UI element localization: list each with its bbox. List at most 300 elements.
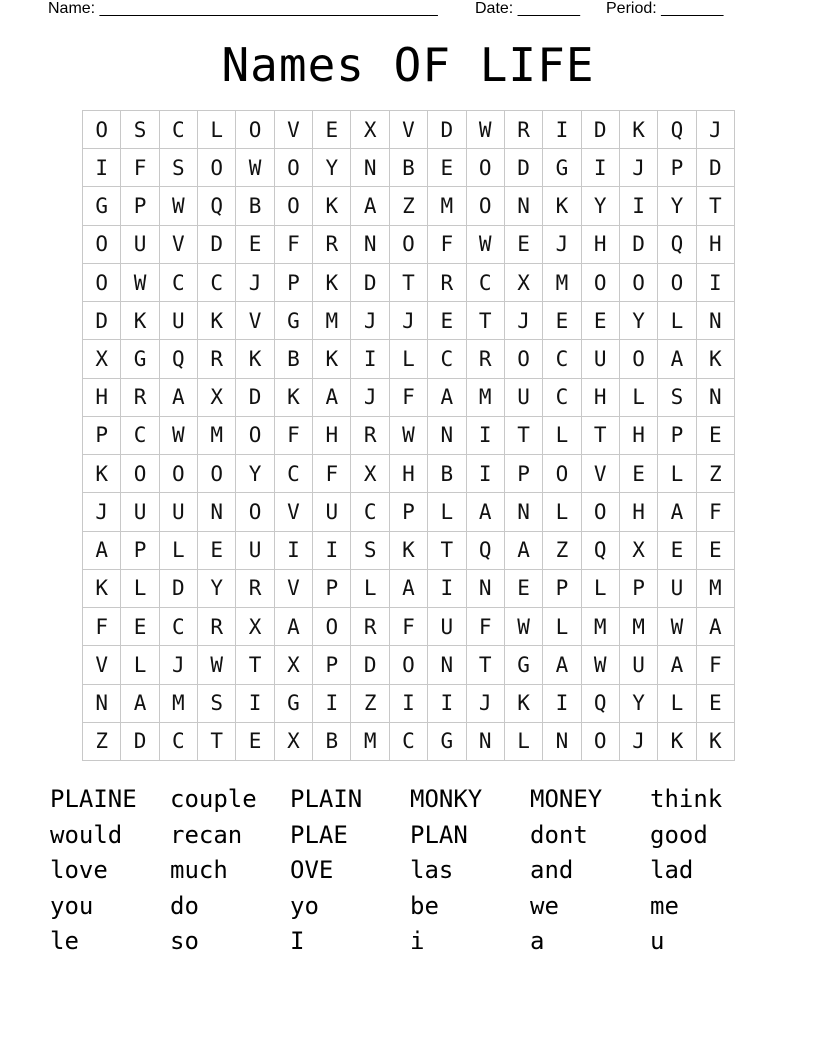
grid-cell: D [198, 226, 236, 264]
grid-cell: S [121, 111, 159, 149]
grid-cell: O [620, 340, 658, 378]
word-bank-item: a [530, 927, 545, 955]
grid-cell: K [543, 187, 581, 225]
grid-cell: A [658, 493, 696, 531]
grid-cell: X [236, 608, 274, 646]
grid-cell: L [658, 685, 696, 723]
grid-cell: O [390, 646, 428, 684]
grid-cell: K [313, 187, 351, 225]
grid-cell: P [313, 646, 351, 684]
grid-cell: B [275, 340, 313, 378]
grid-cell: W [236, 149, 274, 187]
grid-cell: A [505, 532, 543, 570]
grid-cell: Y [620, 685, 658, 723]
grid-cell: W [390, 417, 428, 455]
grid-cell: J [236, 264, 274, 302]
grid-cell: A [121, 685, 159, 723]
grid-cell: P [83, 417, 121, 455]
grid-cell: K [620, 111, 658, 149]
grid-cell: I [467, 455, 505, 493]
grid-cell: E [697, 685, 735, 723]
grid-cell: M [198, 417, 236, 455]
grid-cell: L [543, 608, 581, 646]
grid-cell: J [543, 226, 581, 264]
grid-cell: P [390, 493, 428, 531]
grid-cell: F [275, 417, 313, 455]
grid-cell: K [198, 302, 236, 340]
grid-cell: M [467, 379, 505, 417]
grid-cell: S [160, 149, 198, 187]
grid-cell: B [390, 149, 428, 187]
grid-cell: M [543, 264, 581, 302]
grid-cell: M [160, 685, 198, 723]
grid-cell: L [505, 723, 543, 761]
word-bank-item: I [290, 927, 305, 955]
grid-cell: A [351, 187, 389, 225]
grid-cell: L [351, 570, 389, 608]
grid-cell: L [658, 455, 696, 493]
grid-cell: R [198, 340, 236, 378]
grid-cell: H [390, 455, 428, 493]
grid-cell: W [160, 187, 198, 225]
grid-cell: Y [620, 302, 658, 340]
grid-cell: A [83, 532, 121, 570]
grid-cell: F [275, 226, 313, 264]
grid-cell: C [351, 493, 389, 531]
grid-cell: K [505, 685, 543, 723]
grid-cell: D [236, 379, 274, 417]
grid-cell: Y [582, 187, 620, 225]
grid-cell: I [697, 264, 735, 302]
grid-cell: M [697, 570, 735, 608]
grid-cell: A [658, 340, 696, 378]
grid-cell: O [83, 111, 121, 149]
grid-cell: E [543, 302, 581, 340]
grid-cell: E [582, 302, 620, 340]
word-bank-item: MONEY [530, 785, 603, 813]
grid-cell: F [697, 646, 735, 684]
grid-cell: X [83, 340, 121, 378]
grid-cell: H [620, 493, 658, 531]
grid-cell: V [160, 226, 198, 264]
grid-cell: J [351, 379, 389, 417]
grid-cell: O [582, 493, 620, 531]
grid-cell: K [121, 302, 159, 340]
word-bank-item: PLAIN [290, 785, 363, 813]
word-bank-item: think [650, 785, 723, 813]
grid-cell: M [428, 187, 466, 225]
grid-cell: E [697, 532, 735, 570]
grid-cell: I [313, 685, 351, 723]
grid-cell: O [198, 149, 236, 187]
grid-cell: N [467, 570, 505, 608]
grid-cell: X [505, 264, 543, 302]
grid-cell: L [658, 302, 696, 340]
grid-cell: O [505, 340, 543, 378]
grid-cell: U [160, 493, 198, 531]
word-bank-item: i [410, 927, 425, 955]
grid-cell: J [467, 685, 505, 723]
word-bank-item: u [650, 927, 665, 955]
grid-cell: A [467, 493, 505, 531]
grid-cell: I [543, 111, 581, 149]
grid-cell: E [620, 455, 658, 493]
grid-cell: O [543, 455, 581, 493]
grid-cell: O [236, 493, 274, 531]
grid-cell: R [505, 111, 543, 149]
grid-cell: I [467, 417, 505, 455]
grid-cell: Z [697, 455, 735, 493]
grid-cell: F [428, 226, 466, 264]
grid-cell: U [313, 493, 351, 531]
grid-cell: O [658, 264, 696, 302]
grid-cell: Q [658, 111, 696, 149]
grid-cell: Q [467, 532, 505, 570]
grid-cell: G [505, 646, 543, 684]
grid-cell: J [620, 149, 658, 187]
grid-cell: F [390, 608, 428, 646]
grid-cell: N [467, 723, 505, 761]
word-bank-item: love [50, 856, 108, 884]
grid-cell: T [428, 532, 466, 570]
grid-cell: I [275, 532, 313, 570]
grid-cell: Z [83, 723, 121, 761]
grid-cell: T [697, 187, 735, 225]
grid-cell: W [582, 646, 620, 684]
grid-cell: B [313, 723, 351, 761]
grid-cell: C [275, 455, 313, 493]
grid-cell: O [275, 187, 313, 225]
grid-cell: G [543, 149, 581, 187]
grid-cell: U [121, 493, 159, 531]
grid-cell: O [390, 226, 428, 264]
grid-cell: F [467, 608, 505, 646]
word-bank-item: lad [650, 856, 694, 884]
word-bank-item: OVE [290, 856, 334, 884]
grid-cell: Q [658, 226, 696, 264]
word-bank-item: good [650, 820, 708, 849]
word-bank-item: and [530, 856, 574, 884]
grid-cell: D [428, 111, 466, 149]
grid-cell: N [351, 149, 389, 187]
grid-cell: C [390, 723, 428, 761]
grid-cell: X [198, 379, 236, 417]
grid-cell: Y [198, 570, 236, 608]
grid-cell: S [351, 532, 389, 570]
grid-cell: H [313, 417, 351, 455]
grid-cell: Z [543, 532, 581, 570]
word-bank-item: PLAINE [50, 785, 137, 813]
grid-cell: O [313, 608, 351, 646]
grid-cell: J [351, 302, 389, 340]
grid-cell: W [658, 608, 696, 646]
grid-cell: J [620, 723, 658, 761]
grid-cell: O [160, 455, 198, 493]
grid-cell: X [620, 532, 658, 570]
grid-cell: E [121, 608, 159, 646]
grid-cell: R [121, 379, 159, 417]
grid-cell: F [313, 455, 351, 493]
word-bank-item: yo [290, 891, 319, 920]
grid-cell: P [121, 532, 159, 570]
grid-cell: P [121, 187, 159, 225]
grid-cell: U [236, 532, 274, 570]
grid-cell: C [160, 723, 198, 761]
grid-cell: L [543, 417, 581, 455]
grid-cell: P [505, 455, 543, 493]
grid-cell: C [198, 264, 236, 302]
grid-cell: O [620, 264, 658, 302]
grid-cell: H [697, 226, 735, 264]
grid-cell: F [697, 493, 735, 531]
grid-cell: N [428, 417, 466, 455]
word-bank-item: PLAE [290, 820, 348, 849]
grid-cell: M [313, 302, 351, 340]
grid-cell: A [658, 646, 696, 684]
word-bank-item: MONKY [410, 785, 483, 813]
grid-cell: A [390, 570, 428, 608]
grid-cell: L [428, 493, 466, 531]
grid-cell: F [390, 379, 428, 417]
grid-cell: B [428, 455, 466, 493]
grid-cell: U [160, 302, 198, 340]
grid-cell: L [582, 570, 620, 608]
grid-cell: D [697, 149, 735, 187]
grid-cell: K [236, 340, 274, 378]
grid-cell: V [582, 455, 620, 493]
grid-cell: C [428, 340, 466, 378]
grid-cell: D [83, 302, 121, 340]
grid-cell: G [275, 302, 313, 340]
grid-cell: O [198, 455, 236, 493]
grid-cell: R [351, 608, 389, 646]
grid-cell: K [658, 723, 696, 761]
date-field-label: Date: _______ [475, 0, 580, 17]
grid-cell: D [351, 646, 389, 684]
grid-cell: E [313, 111, 351, 149]
grid-cell: P [313, 570, 351, 608]
grid-cell: Q [582, 532, 620, 570]
word-bank-item: couple [170, 785, 257, 813]
grid-cell: E [505, 570, 543, 608]
grid-cell: M [351, 723, 389, 761]
grid-cell: E [198, 532, 236, 570]
grid-cell: X [275, 723, 313, 761]
grid-cell: F [83, 608, 121, 646]
grid-cell: V [236, 302, 274, 340]
grid-cell: O [83, 226, 121, 264]
grid-cell: G [428, 723, 466, 761]
grid-cell: O [121, 455, 159, 493]
word-bank-item: you [50, 891, 94, 920]
word-bank-item: much [170, 856, 228, 884]
grid-cell: V [83, 646, 121, 684]
grid-cell: A [697, 608, 735, 646]
grid-cell: M [582, 608, 620, 646]
grid-cell: T [582, 417, 620, 455]
grid-cell: O [83, 264, 121, 302]
grid-cell: R [428, 264, 466, 302]
grid-cell: I [83, 149, 121, 187]
grid-cell: O [275, 149, 313, 187]
grid-cell: W [160, 417, 198, 455]
grid-cell: N [697, 379, 735, 417]
grid-cell: W [467, 111, 505, 149]
grid-cell: U [658, 570, 696, 608]
grid-cell: N [505, 493, 543, 531]
word-bank-item: dont [530, 820, 588, 849]
grid-cell: P [620, 570, 658, 608]
grid-cell: H [83, 379, 121, 417]
grid-cell: A [160, 379, 198, 417]
grid-cell: R [351, 417, 389, 455]
grid-cell: O [236, 417, 274, 455]
grid-cell: K [313, 264, 351, 302]
grid-cell: Q [160, 340, 198, 378]
grid-cell: R [313, 226, 351, 264]
grid-cell: I [351, 340, 389, 378]
grid-cell: Q [198, 187, 236, 225]
grid-cell: T [505, 417, 543, 455]
grid-cell: M [620, 608, 658, 646]
grid-cell: C [467, 264, 505, 302]
grid-cell: C [160, 608, 198, 646]
period-field-label: Period: _______ [606, 0, 724, 17]
grid-cell: K [83, 455, 121, 493]
grid-cell: K [697, 723, 735, 761]
name-field-label: Name: ______________________________________ [48, 0, 438, 17]
grid-cell: G [121, 340, 159, 378]
grid-cell: W [467, 226, 505, 264]
grid-cell: L [121, 646, 159, 684]
grid-cell: O [582, 723, 620, 761]
grid-cell: V [275, 570, 313, 608]
grid-cell: L [121, 570, 159, 608]
grid-cell: S [198, 685, 236, 723]
grid-cell: C [121, 417, 159, 455]
grid-cell: D [505, 149, 543, 187]
word-bank-item: recan [170, 820, 243, 849]
grid-cell: U [428, 608, 466, 646]
grid-cell: A [428, 379, 466, 417]
grid-cell: I [543, 685, 581, 723]
grid-cell: T [467, 302, 505, 340]
grid-cell: V [275, 111, 313, 149]
grid-cell: Y [658, 187, 696, 225]
grid-cell: Y [313, 149, 351, 187]
grid-cell: N [351, 226, 389, 264]
grid-cell: O [582, 264, 620, 302]
word-search-grid [82, 110, 735, 761]
word-bank-item: so [170, 927, 199, 955]
grid-cell: L [160, 532, 198, 570]
grid-cell: T [467, 646, 505, 684]
grid-cell: G [83, 187, 121, 225]
grid-cell: N [543, 723, 581, 761]
grid-cell: L [198, 111, 236, 149]
grid-cell: D [620, 226, 658, 264]
page-title: Names OF LIFE [221, 38, 595, 92]
grid-cell: W [198, 646, 236, 684]
grid-cell: V [390, 111, 428, 149]
grid-cell: J [697, 111, 735, 149]
grid-cell: T [390, 264, 428, 302]
grid-cell: H [620, 417, 658, 455]
grid-cell: U [121, 226, 159, 264]
grid-cell: O [236, 111, 274, 149]
grid-cell: L [543, 493, 581, 531]
grid-cell: P [275, 264, 313, 302]
grid-cell: O [467, 149, 505, 187]
grid-cell: I [620, 187, 658, 225]
grid-cell: D [121, 723, 159, 761]
grid-cell: N [697, 302, 735, 340]
grid-cell: X [351, 111, 389, 149]
worksheet-header [48, 0, 732, 18]
grid-cell: J [83, 493, 121, 531]
grid-cell: Z [390, 187, 428, 225]
word-bank-item: we [530, 891, 559, 920]
grid-cell: L [620, 379, 658, 417]
grid-cell: J [160, 646, 198, 684]
grid-cell: R [467, 340, 505, 378]
grid-cell: K [313, 340, 351, 378]
grid-cell: K [390, 532, 428, 570]
grid-cell: H [582, 379, 620, 417]
grid-cell: J [390, 302, 428, 340]
grid-cell: W [505, 608, 543, 646]
grid-cell: K [83, 570, 121, 608]
grid-cell: C [160, 264, 198, 302]
grid-cell: E [236, 723, 274, 761]
grid-cell: N [428, 646, 466, 684]
grid-cell: C [160, 111, 198, 149]
grid-cell: A [543, 646, 581, 684]
grid-cell: J [505, 302, 543, 340]
grid-cell: H [582, 226, 620, 264]
grid-cell: O [467, 187, 505, 225]
grid-cell: R [236, 570, 274, 608]
grid-cell: D [582, 111, 620, 149]
grid-cell: K [275, 379, 313, 417]
grid-cell: Y [236, 455, 274, 493]
grid-cell: S [658, 379, 696, 417]
word-bank-item: be [410, 891, 439, 920]
word-bank-item: las [410, 856, 454, 884]
grid-cell: K [697, 340, 735, 378]
grid-cell: R [198, 608, 236, 646]
grid-cell: U [582, 340, 620, 378]
grid-cell: U [620, 646, 658, 684]
grid-cell: N [505, 187, 543, 225]
grid-cell: D [351, 264, 389, 302]
grid-cell: Z [351, 685, 389, 723]
grid-cell: Q [582, 685, 620, 723]
word-bank-item: PLAN [410, 820, 468, 849]
grid-cell: I [236, 685, 274, 723]
grid-cell: W [121, 264, 159, 302]
word-bank-item: would [50, 820, 123, 849]
grid-cell: U [505, 379, 543, 417]
grid-cell: N [83, 685, 121, 723]
grid-cell: I [390, 685, 428, 723]
grid-cell: T [198, 723, 236, 761]
grid-cell: F [121, 149, 159, 187]
word-bank-item: le [50, 927, 79, 955]
grid-cell: P [658, 417, 696, 455]
grid-cell: P [543, 570, 581, 608]
grid-cell: T [236, 646, 274, 684]
